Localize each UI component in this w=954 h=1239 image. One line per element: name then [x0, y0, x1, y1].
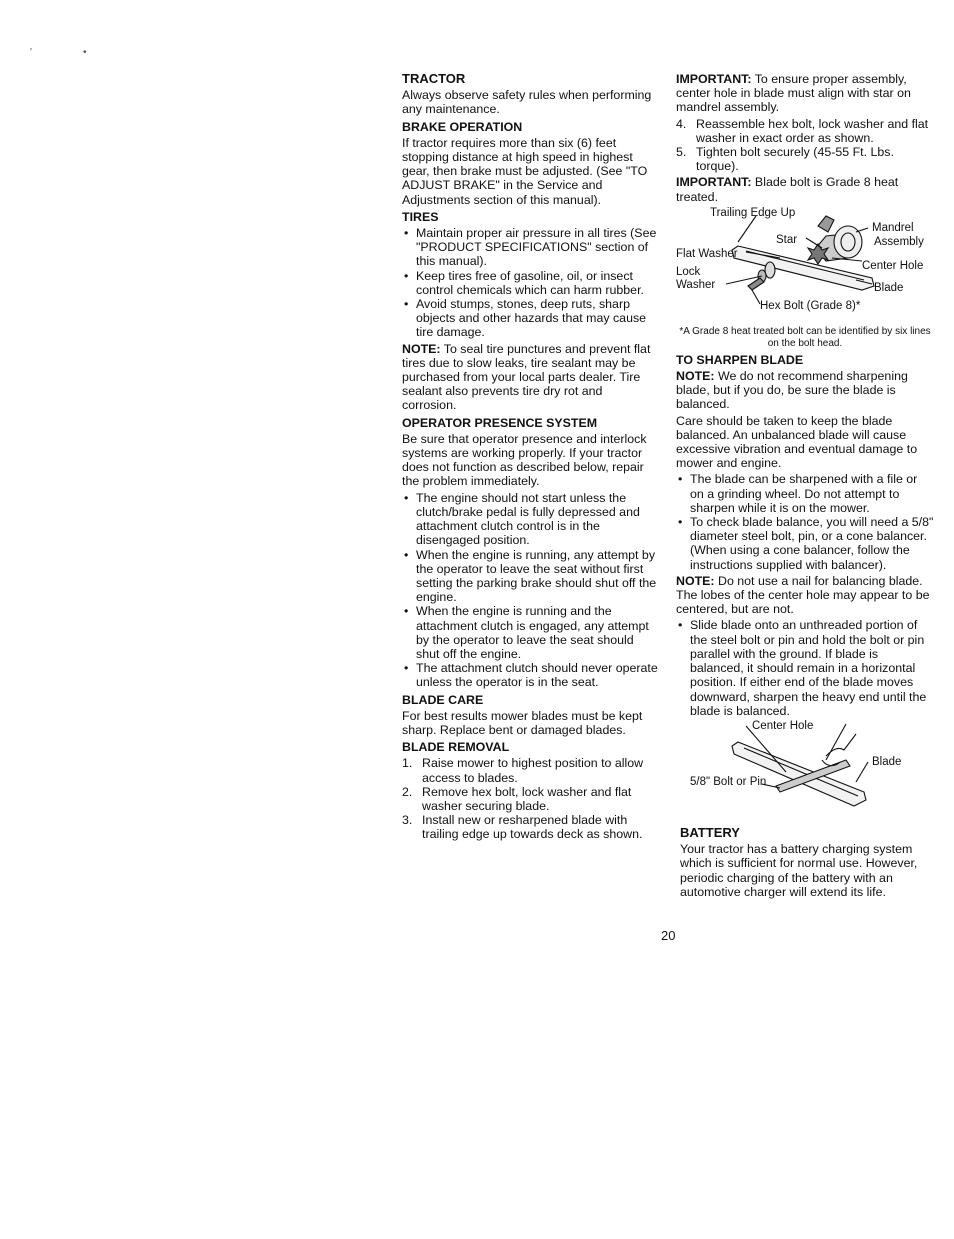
balance-list	[676, 618, 934, 717]
tires-note	[402, 342, 660, 413]
list-item	[676, 145, 934, 173]
note-label: NOTE:	[676, 369, 715, 384]
note-text: To seal tire punctures and prevent flat tires due to slow leaks, tire sealant may be purchased from your local parts dealer. Tire sealant also prevents tire dry rot and corrosion.	[402, 341, 651, 413]
ops-list	[402, 491, 660, 690]
important-assembly	[676, 72, 934, 115]
label-washer: Washer	[676, 278, 716, 291]
sharpen-care: Care should be taken to keep the blade balanced. An unbalanced blade will cause excessive vibration and eventual damage to mower and engine.	[676, 413, 918, 471]
label-assembly: Assembly	[874, 235, 924, 248]
step-number: 1.	[402, 756, 413, 771]
list-item: • The engine should not start unless the clutch/brake pedal is fully depressed and attachment clutch control is in the disengaged position.	[402, 491, 660, 548]
label-lock: Lock	[676, 265, 701, 278]
label-star: Star	[776, 233, 798, 246]
brake-heading: BRAKE OPERATION	[402, 119, 523, 134]
note-label: NOTE:	[402, 341, 441, 356]
scan-speck: '	[30, 47, 32, 58]
label-center-hole: Center Hole	[862, 259, 924, 272]
battery-heading: BATTERY	[680, 824, 740, 840]
step-text: Install new or resharpened blade with trailing edge up towards deck as shown.	[422, 813, 643, 842]
step-number: 5.	[676, 145, 687, 160]
grade-8-note: *A Grade 8 heat treated bolt can be identified by six lines on the bolt head.	[679, 325, 931, 349]
step-number: 3.	[402, 813, 413, 828]
label-blade: Blade	[874, 281, 904, 294]
tractor-intro: Always observe safety rules when performing any maintenance.	[402, 88, 652, 117]
step-number: 4.	[676, 116, 687, 131]
list-item	[402, 756, 660, 784]
note-text: Do not use a nail for balancing blade. The lobes of the center hole may appear to be centered, but are not.	[676, 573, 930, 617]
list-item: • The blade can be sharpened with a file or on a grinding wheel. Do not attempt to sharpen while it is on the mower.	[676, 472, 934, 515]
label-bolt-pin: 5/8" Bolt or Pin	[690, 775, 767, 788]
blade-balance-drawing	[676, 720, 934, 820]
battery-text: Your tractor has a battery charging system which is sufficient for normal use. However, periodic charging of the battery with an automotive charger will extend its life.	[680, 842, 918, 899]
step-number: 2.	[402, 784, 413, 799]
ops-heading: OPERATOR PRESENCE SYSTEM	[402, 415, 598, 430]
tires-heading: TIRES	[402, 209, 439, 224]
list-item: • Slide blade onto an unthreaded portion of the steel bolt or pin and hold the bolt or pin parallel with the ground. If blade is balanced, it should remain in a horizontal position. If either end of the blade moves downward, sharpen the heavy end until the blade is balanced.	[676, 618, 934, 717]
note-label: NOTE:	[676, 573, 715, 588]
left-column	[402, 72, 660, 844]
tires-list	[402, 226, 660, 340]
ops-text: Be sure that operator presence and interlock systems are working properly. If your tractor does not function as described below, repair the problem immediately.	[402, 431, 647, 489]
label-mandrel: Mandrel	[872, 221, 914, 234]
important-text: To ensure proper assembly, center hole in blade must align with star on mandrel assembly.	[676, 72, 911, 115]
list-item: • When the engine is running and the attachment clutch is engaged, any attempt by the operator to leave the seat should shut off the engine.	[402, 604, 660, 661]
balance-note	[676, 574, 934, 617]
scan-speck: •	[83, 47, 87, 58]
step-text: Remove hex bolt, lock washer and flat washer securing blade.	[422, 784, 632, 813]
list-item: • Maintain proper air pressure in all tires (See "PRODUCT SPECIFICATIONS" section of this manual).	[402, 226, 660, 269]
blade-care-text: For best results mower blades must be kept sharp. Replace bent or damaged blades.	[402, 708, 643, 737]
step-text: Raise mower to highest position to allow access to blades.	[422, 756, 644, 785]
important-label: IMPORTANT:	[676, 175, 752, 190]
note-text: We do not recommend sharpening blade, but if you do, be sure the blade is balanced.	[676, 369, 908, 412]
blade-assembly-figure	[676, 206, 934, 322]
list-item: • To check blade balance, you will need a 5/8" diameter steel bolt, pin, or a cone balancer. (When using a cone balancer, follow the instructions supplied with balancer).	[676, 515, 934, 572]
list-item: • Keep tires free of gasoline, oil, or insect control chemicals which can harm rubber.	[402, 269, 660, 297]
list-item: • Avoid stumps, stones, deep ruts, sharp objects and other hazards that may cause tire damage.	[402, 297, 660, 340]
blade-removal-heading: BLADE REMOVAL	[402, 740, 510, 755]
label-trailing-edge: Trailing Edge Up	[710, 206, 796, 219]
important-text: Blade bolt is Grade 8 heat treated.	[676, 175, 899, 204]
list-item: • When the engine is running, any attempt by the operator to leave the seat without first setting the parking brake should shut off the engine.	[402, 548, 660, 605]
label-hex-bolt: Hex Bolt (Grade 8)*	[760, 299, 861, 312]
step-text: Reassemble hex bolt, lock washer and flat washer in exact order as shown.	[696, 116, 929, 145]
sharpen-heading: TO SHARPEN BLADE	[676, 352, 804, 367]
list-item	[402, 785, 660, 813]
label-flat-washer: Flat Washer	[676, 247, 738, 260]
brake-text: If tractor requires more than six (6) feet stopping distance at high speed in highest gear, then brake must be adjusted. (See "TO ADJUST BRAKE" in the Service and Adjustments section of this manual).	[402, 135, 648, 207]
label-blade: Blade	[872, 755, 902, 768]
sharpen-note	[676, 369, 934, 412]
right-column	[676, 72, 934, 901]
tractor-heading: TRACTOR	[402, 71, 466, 86]
list-item	[402, 813, 660, 841]
reassembly-steps	[676, 117, 934, 174]
sharpen-list	[676, 472, 934, 571]
blade-balance-figure	[676, 720, 934, 820]
blade-care-heading: BLADE CARE	[402, 692, 484, 707]
important-grade	[676, 175, 934, 203]
step-text: Tighten bolt securely (45-55 Ft. Lbs. torque).	[696, 145, 894, 174]
label-center-hole: Center Hole	[752, 719, 814, 732]
page-number: 20	[661, 928, 676, 943]
list-item: • The attachment clutch should never operate unless the operator is in the seat.	[402, 661, 660, 689]
blade-removal-steps	[402, 756, 660, 841]
list-item	[676, 117, 934, 145]
important-label: IMPORTANT:	[676, 72, 752, 86]
